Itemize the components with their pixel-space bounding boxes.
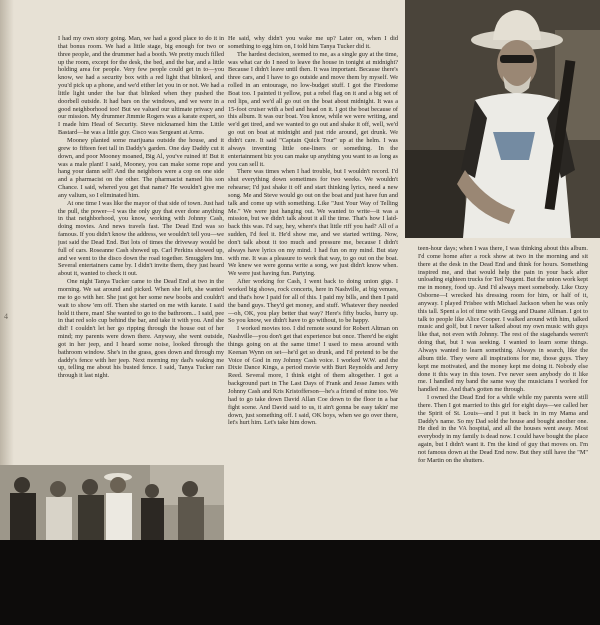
photo-group-of-people-illustration (0, 465, 224, 540)
text-column-right (418, 245, 588, 535)
paragraph: At one time I was like the mayor of that side of town. Just had the pull, the power—I was the only guy that ever done anything in that neighborhood, you know, working with Johnny Cash, doing movies. And news travels fast. The Dead End was so famous. If you didn't know the address, we wouldn't tell you—we just said the Dead End. But lots of times the driveway would be full of cars. Roseanne Cash showed up. Carl Perkins showed up, and we went to the disco down the road together. Smugglers Inn. Several entertainers came by. I didn't invite them, they just heard about it, wanted to check it out. (58, 199, 224, 278)
text-column-middle (228, 35, 398, 533)
page-number: 4 (4, 312, 8, 321)
paragraph: The hardest decision, seemed to me, as a single guy at the time, was what car do I need to leave the house in tonight at midnight? Because I didn't leave until then. It was important. Because there's three cars, and I have to go outside and move them by myself. We rolled in an entourage, no low-budget stuff. I got the Firedome Boat too. I painted it yellow, put a rebel flag on it and a big set of red lips, and we'd all go out on the boat about midnight. It was a 15-foot cruiser with a bed and head on it. I got the boat because of this album. It was our boat. You know, while we were writing, and we'd get tired, and we wanted to go out and shake it off, well, we'd go out on boat at midnight and just ride around, get drunk. We didn't care. It said "Captain Quick Tour" up at the helm. I was always inventing little one-liners or something. In the entertainment biz you can make up anything you want to as long as you can sell it. (228, 50, 398, 168)
paragraph: teen-hour days; when I was there, I was thinking about this album. I'd come home after a rock show at two in the morning and sit there at the desk in the Dead End and think for hours. Something inspired me, and that would help the pain in your back after unloading eighteen trucks for Ted Nugent. But the union work kept me in money, food up. And I'd always meet somebody. Like Ozzy Osborne—I wrecked his dressing room for him, or half of it, anyway. I played Frisbee with Michael Jackson when he was only this tall. Spent a lot of time with Gregg and Duane Allman. I got to talk to people like Alice Cooper. I walked around with him, talked music and golf, but I never talked about my own music with guys like that, not even with Johnny. The rest of the stagehands weren't doing that, but I was seeking. I wanted to learn some things. Always wanted to learn something. Always in search, like the album title. They were all inspirations for me, those guys. They kept me motivated, and the money kept me doing it. Nobody else done it this way in this town. I've never seen anybody do it like me. I handled my band the same way the musicians I worked for handled me. And that's gotten me through. (418, 245, 588, 394)
photo-group-of-people (0, 465, 224, 540)
paragraph: He said, why didn't you wake me up? Later on, when I did something to egg him on, I told him Tanya Tucker did it. (228, 35, 398, 50)
photo-man-with-guitar-illustration (405, 0, 600, 238)
paragraph: Mooney planted some marijuana outside the house, and it grew to fifteen feet tall in Daddy's garden. One day Daddy cut it down, and poor Mooney moaned, Big Al, you've ruined it! But it was a male plant! I said, Mooney, you can make some rope and hang your damn self! And the neighbors were a cop on one side and a pharmacist on the other. The pharmacist named his son Chance. I said, whered you get that name? He wouldn't give me any valium, so I eliminated him. (58, 136, 224, 199)
paragraph: I owned the Dead End for a while while my parents were still there. Then I got married to this girl for eight days—we called her the Spirit of St. Louis—and I put it back in in my Mama and Daddy's name. So my Dad sold the house and bought another one. He died in the VA hospital, and all the houses went away. Most everybody in my family is dead now. I could have bought the place again, but I didn't want it. I'm the kind of guy that moves on. I'm not famous down at the Dead End now. But they still have the "M" for Martin on the shutters. (418, 394, 588, 464)
paragraph: There was times when I had trouble, but I wouldn't record. I'd shut everything down sometimes for two weeks. We wouldn't rehearse; I'd just shake it off and start thinking lyrics, need a new song. Me and Steve would go out on the boat and just have fun and talk and come up with something. Like "Just Your Way of Telling Me." We were just hanging out. We wanted to write—it was a mission, but we didn't talk about it all the time. That's how I laid-back this was. I'd say, hey, where's that little riff you had? All of a sudden, I'd feel it. He'd show me, and we started writing. Now, don't talk about it too much and pressure me, because I didn't always have lyrics on my mind. I had fun on my mind. But stay with me. It was a pleasure to work that way, to go out on the boat. We knew we were gonna write a song, we just didn't know when. We were just having fun. Partying. (228, 168, 398, 278)
dark-background (0, 540, 600, 625)
photo-man-with-guitar (405, 0, 600, 238)
text-column-left (58, 35, 224, 465)
paragraph: After working for Cash, I went back to doing union gigs. I worked big shows, rock concerts, here in Nashville, at big venues, and that's how I paid for all of this. I paid my bills, and then I paid the band guys. They'd get money, and stuff. Whatever they needed—oh, OK, you play better that way? Here's fifty bucks, hurry up. So you know, we didn't have to go without, to be happy. (228, 278, 398, 325)
paragraph: I had my own story going. Man, we had a good place to do it in that bonus room. We had a little stage, big enough for two or three people, and the drummer had a booth. We pretty much filled up the room, except for the desk, the bed, and the bar, and a little holding area for people. Very few people could get in to—you know, we had a security box with a red light that blinked, and you'd pick up a phone, and we'd either let you in or not. We had a little light under the bar that blinked when they pushed the doorbell outside. It had bars on the windows, and we were in a good neighborhood too! But we valued our ultimate privacy and our mission. My drummer Jimmie Rogers was a karate expert, so I made him Head of Security. Steve nicknamed him the Little Bastard—he was a little guy. Cisco was Sergeant at Arms. (58, 35, 224, 137)
paragraph: I worked movies too. I did remote sound for Robert Altman on Nashville—you don't get that experience but once. There'd be eight things going on at the same time! I used to mess around with Keenan Wynn on set—he'd get so drunk, and I'd pretend to be the Voice of God in my Johnny Cash voice. I worked W.W. and the Dixie Dance Kings, a period movie with Burt Reynolds and Jerry Reed. Several more, I think eight of them altogether. I got a background part in The Last Days of Frank and Jesse James with Johnny Cash and Kris Kristofferson—he's a friend of mine too. We had to go take down David Allan Coe down to the floor in a bar fight scene. And David said to us, it ain't gonna be easy takin' me down, just something off. I said, OK boys, when we go over there, let's hurt him. Let's take him down. (228, 325, 398, 427)
paragraph: One night Tanya Tucker came to the Dead End at two in the morning. We sat around and picked. When she left, she wanted me to go with her. She just got her some new boobs and couldn't wait to show 'em off. Then she started on me with karate. I said hold it there, man! She wanted to go to the bathroom... I said, pee in that red solo cup behind the bar, and take it with you. And she did! I couldn't let her go ripping through the house out of her mind; my parents were down there. Anyway, she went outside, got in her jeep, and I heard some noise, looked through the bathroom window. She's in the grass, goes down and through my daddy's fence with her jeep. Next morning my dad's waking me up, telling me about his busted fence. I said, Tanya Tucker ran through it last night. (58, 278, 224, 380)
page-gutter (0, 0, 14, 540)
